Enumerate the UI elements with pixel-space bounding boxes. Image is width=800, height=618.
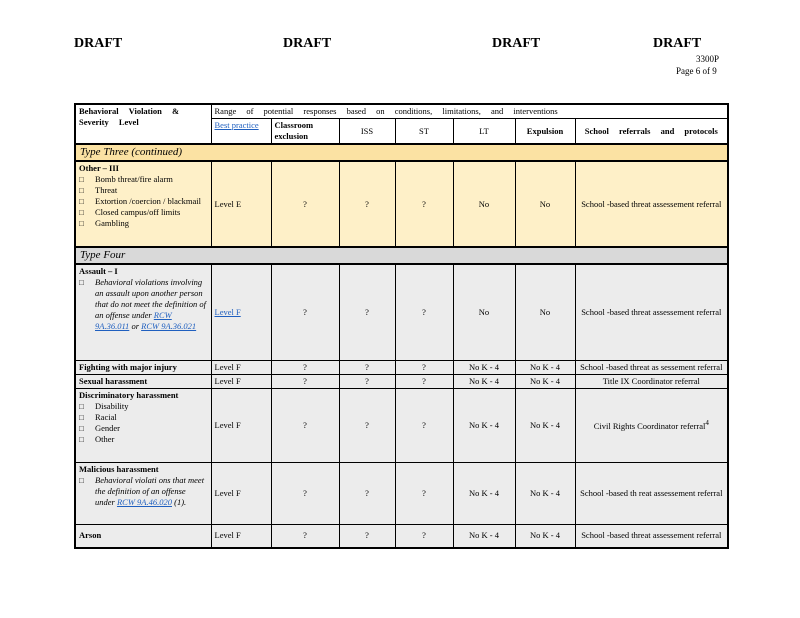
st-value: ?: [395, 462, 453, 524]
header-range: Range of potential responses based on conditions, limitations, and interventions: [211, 104, 728, 119]
best-practice-value[interactable]: Level F: [211, 264, 271, 360]
draft-label-3: DRAFT: [492, 36, 541, 51]
violation-title: Fighting with major injury: [75, 360, 211, 374]
list-item: □ Closed campus/off limits: [79, 207, 208, 218]
type-heading: Type Four: [75, 247, 728, 264]
iss-value: ?: [339, 374, 395, 388]
header-best-practice[interactable]: Best practice: [211, 119, 271, 145]
referral-value: School -based threat assessement referral: [575, 524, 728, 548]
st-value: ?: [395, 161, 453, 247]
iss-value: ?: [339, 462, 395, 524]
header-behavior: Behavioral Violation & Severity Level: [75, 104, 211, 144]
st-value: ?: [395, 264, 453, 360]
header-classroom-exclusion: Classroom exclusion: [271, 119, 339, 145]
list-item: □ Behavioral violations involving an assault upon another person that do not meet the definition of an offense under RCW 9A.36.011 or RCW 9A.36.021: [79, 277, 208, 332]
iss-value: ?: [339, 360, 395, 374]
list-item: □ Behavioral violati ons that meet the definition of an offense under RCW 9A.46.020 (1).: [79, 475, 208, 508]
violation-title: Other – III: [79, 163, 119, 173]
lt-value: No: [453, 264, 515, 360]
document-number: 3300P: [696, 54, 720, 64]
rcw-link[interactable]: RCW 9A.46.020: [116, 496, 172, 507]
draft-label-2: DRAFT: [283, 36, 332, 51]
expulsion-value: No K - 4: [515, 360, 575, 374]
referral-value: Civil Rights Coordinator referral$^4$: [575, 388, 728, 462]
best-practice-value: Level E: [211, 161, 271, 247]
violation-cell: [75, 264, 211, 360]
header-st: ST: [395, 119, 453, 145]
list-item: □ Other: [79, 434, 208, 445]
violation-title: Sexual harassment: [75, 374, 211, 388]
list-item: □ Bomb threat/fire alarm: [79, 174, 208, 185]
violation-cell: [75, 462, 211, 524]
violation-cell: [75, 161, 211, 247]
header-lt: LT: [453, 119, 515, 145]
lt-value: No K - 4: [453, 374, 515, 388]
rcw-link[interactable]: RCW 9A.36.021: [141, 321, 197, 331]
header-iss: ISS: [339, 119, 395, 145]
expulsion-value: No K - 4: [515, 388, 575, 462]
classroom-value: ?: [271, 161, 339, 247]
draft-label-4: DRAFT: [653, 36, 702, 51]
page-number: Page 6 of 9: [676, 66, 717, 76]
expulsion-value: No K - 4: [515, 524, 575, 548]
iss-value: ?: [339, 524, 395, 548]
rcw-link[interactable]: RCW 9A.36.011: [95, 310, 172, 331]
expulsion-value: No K - 4: [515, 374, 575, 388]
list-item: □ Threat: [79, 185, 208, 196]
st-value: ?: [395, 524, 453, 548]
classroom-value: ?: [271, 264, 339, 360]
header-expulsion: Expulsion: [515, 119, 575, 145]
referral-value: School -based threat as sessement referral: [575, 360, 728, 374]
draft-label-1: DRAFT: [74, 36, 123, 51]
list-item: □ Extortion /coercion / blackmail: [79, 196, 208, 207]
lt-value: No K - 4: [453, 360, 515, 374]
referral-value: School -based threat assessement referral: [575, 264, 728, 360]
expulsion-value: No: [515, 264, 575, 360]
violation-cell: [75, 388, 211, 462]
violation-title: Arson: [75, 524, 211, 548]
best-practice-value: Level F: [211, 524, 271, 548]
st-value: ?: [395, 374, 453, 388]
referral-value: Title IX Coordinator referral: [575, 374, 728, 388]
type-heading: Type Three (continued): [75, 144, 728, 161]
discipline-table: [74, 103, 729, 549]
lt-value: No K - 4: [453, 388, 515, 462]
lt-value: No: [453, 161, 515, 247]
best-practice-value: Level F: [211, 388, 271, 462]
referral-value: School -based threat assessement referral: [575, 161, 728, 247]
best-practice-value: Level F: [211, 360, 271, 374]
violation-title: Assault – I: [79, 266, 118, 276]
iss-value: ?: [339, 161, 395, 247]
best-practice-value: Level F: [211, 462, 271, 524]
expulsion-value: No K - 4: [515, 462, 575, 524]
list-item: □ Racial: [79, 412, 208, 423]
footnote-marker: 4: [705, 419, 709, 428]
st-value: ?: [395, 360, 453, 374]
iss-value: ?: [339, 264, 395, 360]
violation-title: Malicious harassment: [79, 463, 159, 474]
lt-value: No K - 4: [453, 524, 515, 548]
st-value: ?: [395, 388, 453, 462]
classroom-value: ?: [271, 462, 339, 524]
list-item: □ Gender: [79, 423, 208, 434]
lt-value: No K - 4: [453, 462, 515, 524]
classroom-value: ?: [271, 374, 339, 388]
list-item: □ Disability: [79, 401, 208, 412]
list-item: □ Gambling: [79, 218, 208, 229]
violation-title: Discriminatory harassment: [79, 389, 179, 400]
best-practice-value: Level F: [211, 374, 271, 388]
classroom-value: ?: [271, 360, 339, 374]
classroom-value: ?: [271, 388, 339, 462]
iss-value: ?: [339, 388, 395, 462]
header-referrals: School referrals and protocols: [575, 119, 728, 145]
classroom-value: ?: [271, 524, 339, 548]
referral-value: School -based th reat assessement referral: [575, 462, 728, 524]
expulsion-value: No: [515, 161, 575, 247]
